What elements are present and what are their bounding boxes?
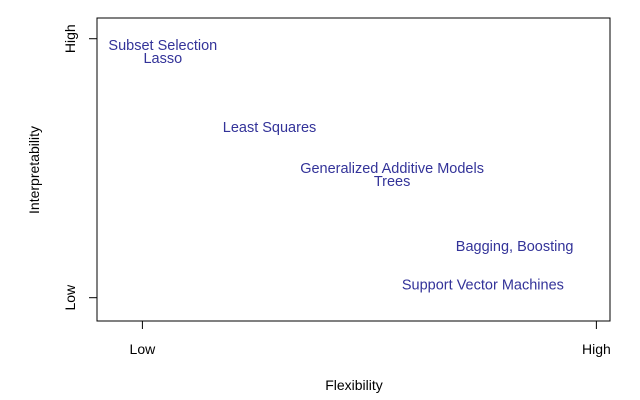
x-axis [130,321,611,357]
y-tick-label: Low [62,284,78,311]
x-tick-label: Low [129,341,156,357]
data-label: Lasso [143,51,183,68]
data-labels [108,38,573,294]
y-axis [62,24,97,310]
data-label: Support Vector Machines [401,277,564,294]
data-label: Subset Selection [108,38,218,55]
x-tick-label: High [581,341,611,357]
y-axis-label: Interpretability [26,126,42,214]
x-axis-label: Flexibility [325,377,383,393]
data-label: Generalized Additive Models [300,161,484,178]
y-tick-label: High [62,24,78,54]
data-label: Trees [373,174,411,191]
data-label: Bagging, Boosting [455,238,574,255]
data-label: Least Squares [222,119,317,136]
